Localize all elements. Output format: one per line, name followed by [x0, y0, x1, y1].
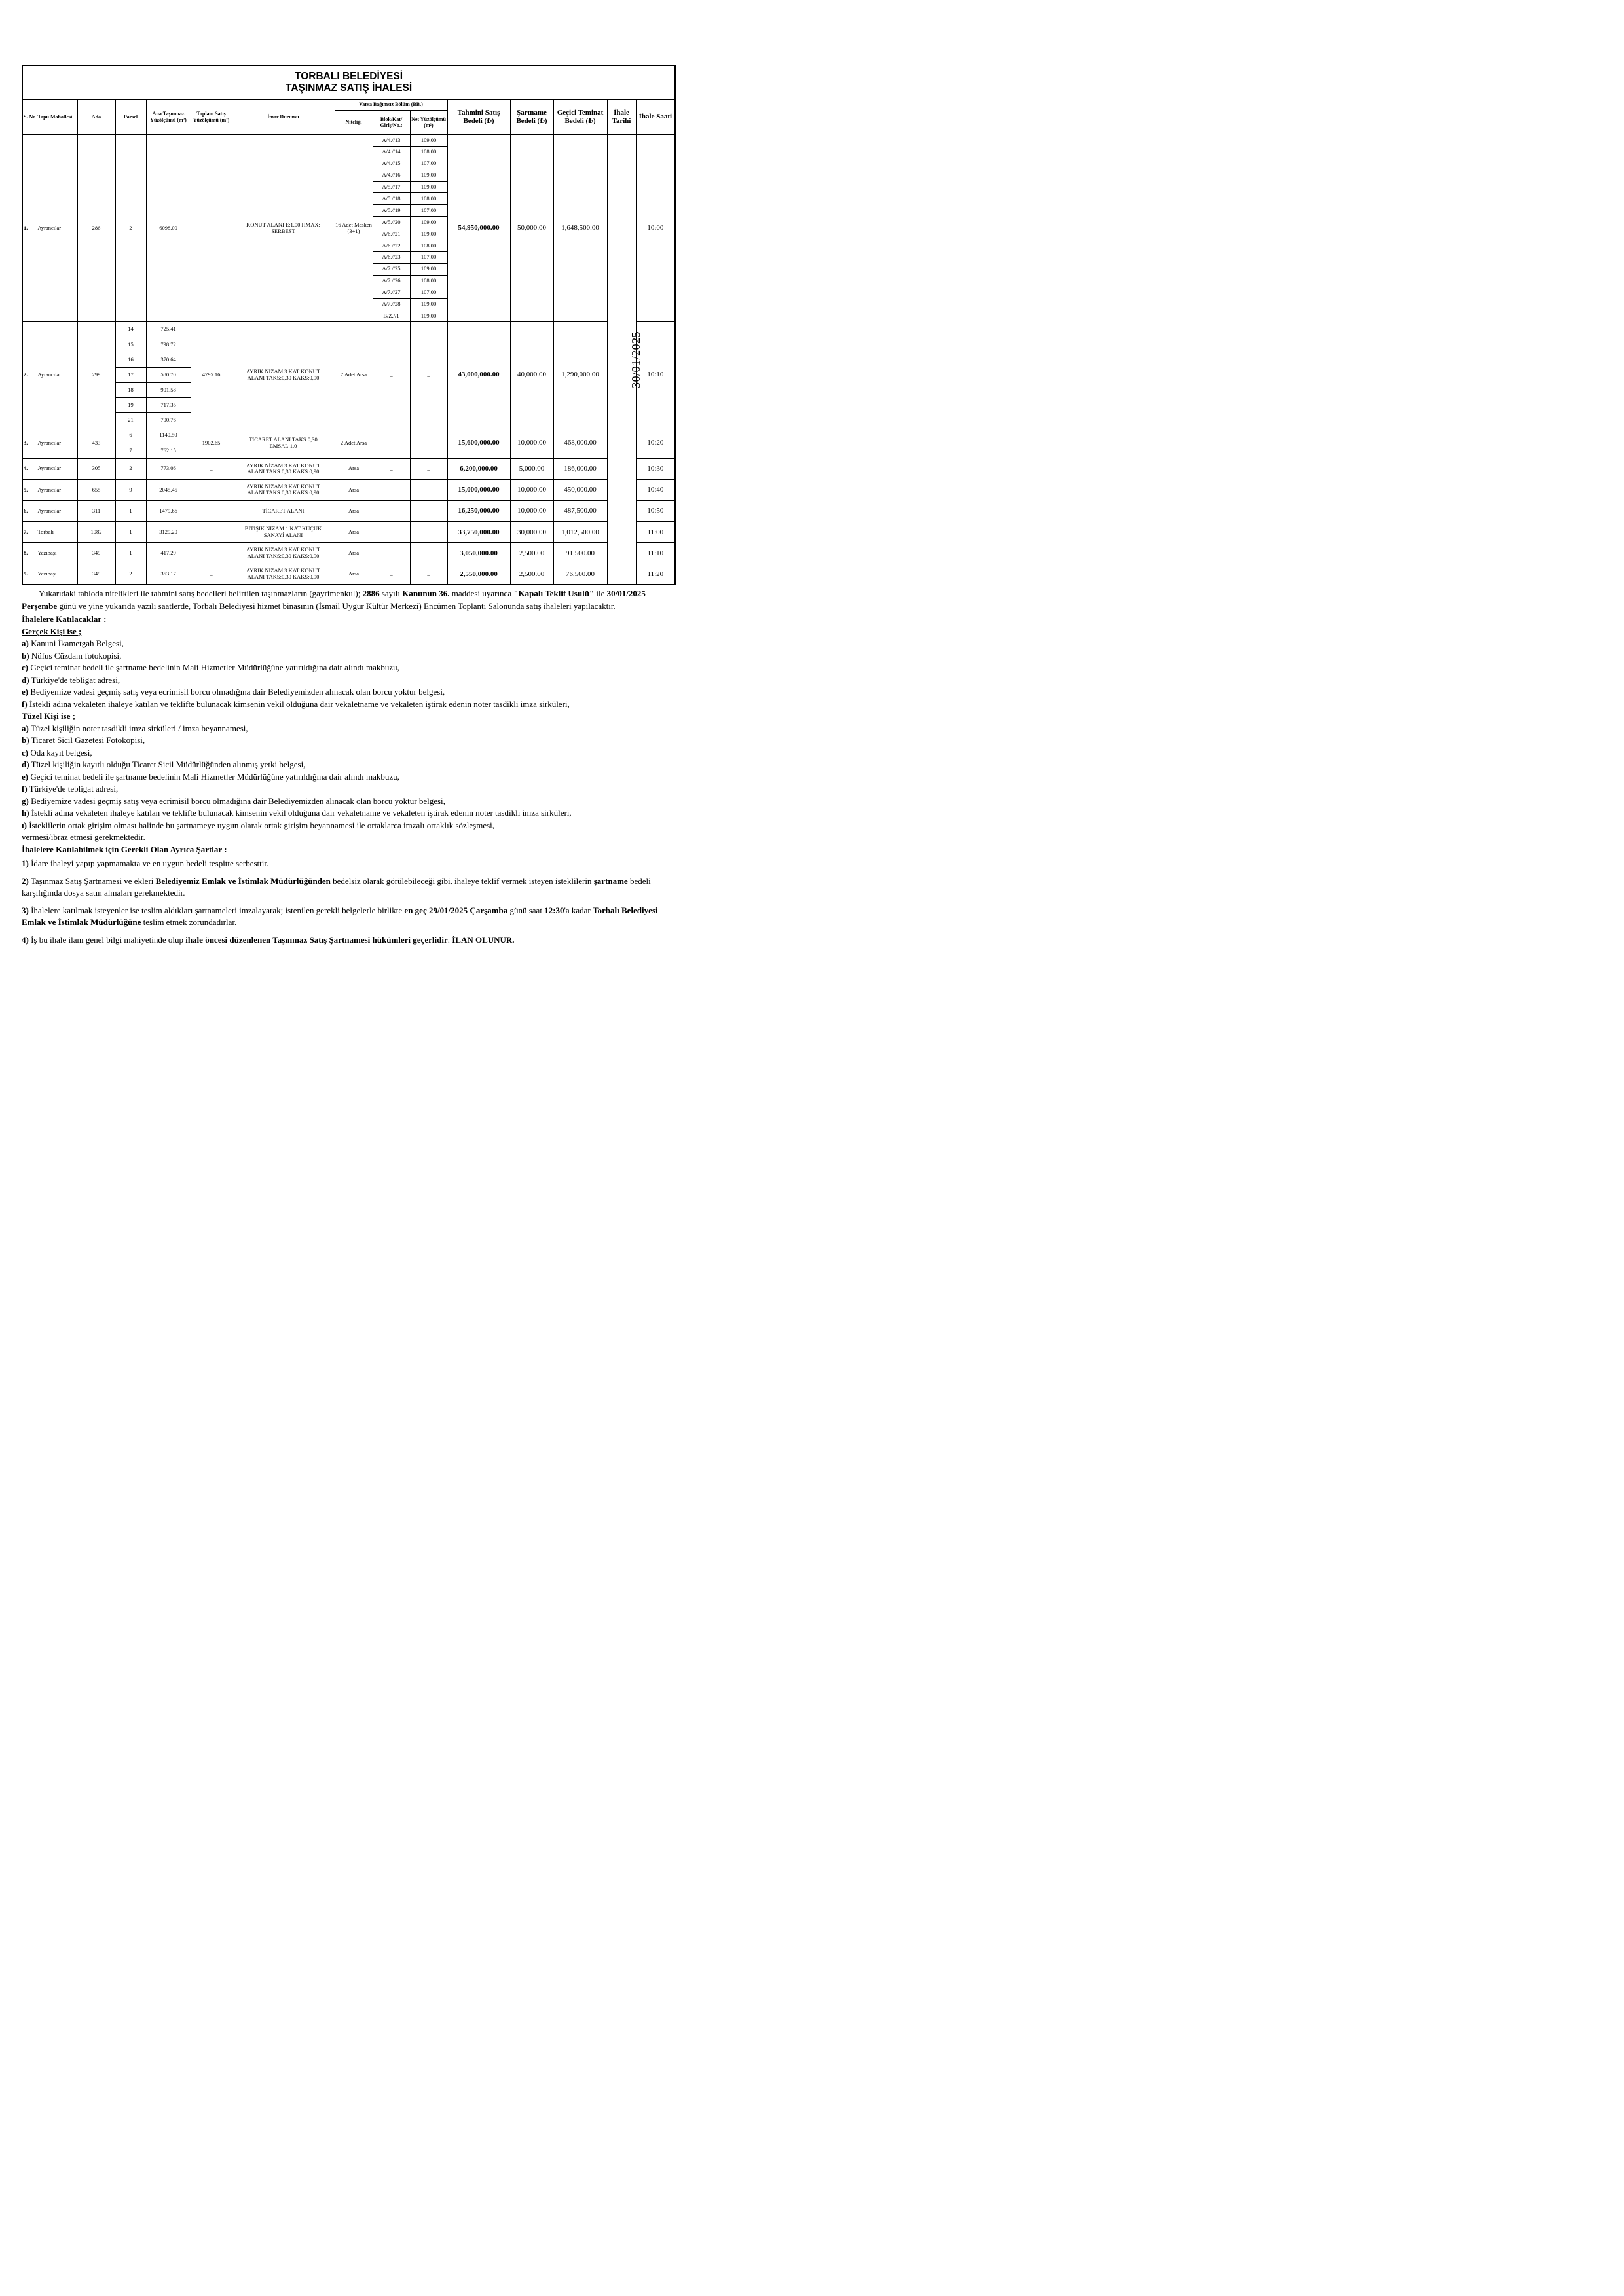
cell-ada: 305: [77, 458, 115, 479]
cell-sartname: 2,500.00: [510, 564, 553, 585]
cell-parsel: 1: [115, 543, 146, 564]
cell-teminat: 468,000.00: [553, 428, 607, 458]
katilacaklar-heading: İhalelere Katılacaklar :: [22, 614, 107, 624]
cell-ana-yuzolcumu: 6098.00: [146, 135, 191, 322]
requirement-key: a): [22, 723, 29, 733]
requirement-text: Tüzel kişiliğin noter tasdikli imza sirküleri / imza beyannamesi,: [28, 723, 248, 733]
cell-sno: 4.: [22, 458, 37, 479]
cell-net: 109.00: [410, 299, 447, 310]
requirement-item: [22, 674, 676, 687]
cell-net: _: [410, 501, 447, 522]
cell-net: 107.00: [410, 158, 447, 170]
cell-imar: KONUT ALANI E:1.00 HMAX: SERBEST: [232, 135, 335, 322]
cell-ana-yuzolcumu: 762.15: [146, 443, 191, 458]
sart-bold: 12:30: [544, 905, 564, 915]
requirement-key: c): [22, 663, 29, 672]
cell-tahmini: 16,250,000.00: [447, 501, 510, 522]
cell-teminat: 91,500.00: [553, 543, 607, 564]
cell-ana-yuzolcumu: 1140.50: [146, 428, 191, 443]
header-toplam-satis: Toplam Satış Yüzölçümü (m²): [191, 100, 232, 135]
requirement-text: Ticaret Sicil Gazetesi Fotokopisi,: [29, 735, 145, 745]
sart-text: günü saat: [507, 905, 545, 915]
ihale-tarihi-vertical: 30/01/2025: [629, 331, 642, 388]
cell-nitelik: Arsa: [335, 458, 373, 479]
cell-mahalle: Torbalı: [37, 522, 77, 543]
requirement-text: Oda kayıt belgesi,: [28, 747, 92, 757]
cell-nitelik: 7 Adet Arsa: [335, 322, 373, 428]
cell-toplam: 1902.65: [191, 428, 232, 458]
cell-net: 109.00: [410, 228, 447, 240]
cell-ada: 349: [77, 564, 115, 585]
cell-parsel: 2: [115, 458, 146, 479]
requirement-item: [22, 735, 676, 747]
requirement-key: a): [22, 638, 29, 648]
cell-ana-yuzolcumu: 773.06: [146, 458, 191, 479]
cell-net: _: [410, 564, 447, 585]
cell-net: _: [410, 543, 447, 564]
cell-ana-yuzolcumu: 1479.66: [146, 501, 191, 522]
cell-ada: 311: [77, 501, 115, 522]
sart-1: [22, 858, 676, 870]
cell-toplam: _: [191, 479, 232, 500]
intro-date: 30/01/2025 Perşembe: [22, 589, 646, 611]
cell-blok: A/6.//22: [373, 240, 410, 252]
table-row: [22, 564, 675, 585]
cell-net: _: [410, 428, 447, 458]
title-line-1: TORBALI BELEDİYESİ: [295, 71, 403, 82]
cell-blok: A/7.//28: [373, 299, 410, 310]
cell-imar: TİCARET ALANI TAKS:0,30 EMSAL:1,0: [232, 428, 335, 458]
cell-sno: 5.: [22, 479, 37, 500]
cell-nitelik: Arsa: [335, 564, 373, 585]
cell-sartname: 50,000.00: [510, 135, 553, 322]
cell-saat: 10:40: [636, 479, 675, 500]
cell-blok: _: [373, 522, 410, 543]
intro-method: "Kapalı Teklif Usulü": [513, 589, 595, 598]
header-bagimsiz-bolum: Varsa Bağımsız Bölüm (BB.): [335, 100, 447, 111]
auction-table: [22, 65, 676, 585]
requirement-item: [22, 650, 676, 663]
cell-saat: 11:10: [636, 543, 675, 564]
cell-nitelik: Arsa: [335, 479, 373, 500]
header-niteligi: Niteliği: [335, 111, 373, 135]
cell-ana-yuzolcumu: 717.35: [146, 397, 191, 412]
tuzel-tail: vermesi/ibraz etmesi gerekmektedir.: [22, 832, 145, 842]
cell-ana-yuzolcumu: 700.76: [146, 412, 191, 428]
header-imar-durumu: İmar Durumu: [232, 100, 335, 135]
cell-saat: 10:10: [636, 322, 675, 428]
table-row: [22, 458, 675, 479]
cell-blok: A/5.//18: [373, 193, 410, 205]
gercek-kisi-heading: Gerçek Kişi ise ;: [22, 626, 82, 636]
requirement-text: Geçici teminat bedeli ile şartname bedelinin Mali Hizmetler Müdürlüğüne yatırıldığına dair alındı makbuzu,: [28, 771, 399, 782]
requirement-key: b): [22, 650, 29, 661]
intro-law-article: Kanunun 36.: [402, 589, 450, 598]
sart-bold: ihale öncesi düzenlenen Taşınmaz Satış Şartnamesi hükümleri geçerlidir: [185, 934, 448, 945]
cell-toplam: 4795.16: [191, 322, 232, 428]
cell-sno: 7.: [22, 522, 37, 543]
cell-toplam: _: [191, 135, 232, 322]
sartlar-heading: İhalelere Katılabilmek için Gerekli Olan Ayrıca Şartlar :: [22, 844, 227, 854]
requirement-item: [22, 807, 676, 820]
cell-saat: 11:20: [636, 564, 675, 585]
cell-blok: B/Z.//1: [373, 310, 410, 322]
cell-blok: _: [373, 458, 410, 479]
cell-blok: _: [373, 428, 410, 458]
cell-ada: 349: [77, 543, 115, 564]
table-row: [22, 501, 675, 522]
cell-net: 109.00: [410, 217, 447, 228]
cell-saat: 10:30: [636, 458, 675, 479]
cell-tahmini: 2,550,000.00: [447, 564, 510, 585]
table-row: [22, 479, 675, 500]
header-blok: Blok/Kat/ Giriş/No.:: [373, 111, 410, 135]
cell-net: 107.00: [410, 287, 447, 299]
cell-nitelik: 16 Adet Mesken (3+1): [335, 135, 373, 322]
cell-sartname: 40,000.00: [510, 322, 553, 428]
cell-sartname: 5,000.00: [510, 458, 553, 479]
requirement-text: Kanuni İkametgah Belgesi,: [28, 638, 124, 648]
cell-sartname: 10,000.00: [510, 501, 553, 522]
cell-sno: 2.: [22, 322, 37, 428]
requirement-text: Tüzel kişiliğin kayıtlı olduğu Ticaret Sicil Müdürlüğünden alınmış yetki belgesi,: [29, 759, 306, 769]
sart-key: 3): [22, 905, 29, 915]
cell-toplam: _: [191, 501, 232, 522]
sart-4: [22, 934, 676, 947]
sart-text: İhalelere katılmak isteyenler ise teslim aldıkları şartnameleri imzalayarak; istenilen gerekli belgelerle birlikte: [28, 905, 405, 915]
cell-imar: AYRIK NİZAM 3 KAT KONUT ALANI TAKS:0,30 KAKS:0,90: [232, 458, 335, 479]
cell-blok: A/4.//16: [373, 170, 410, 181]
cell-blok: A/7.//25: [373, 263, 410, 275]
requirement-key: h): [22, 808, 29, 818]
intro-text: ile: [594, 589, 607, 598]
cell-sno: 1.: [22, 135, 37, 322]
cell-ana-yuzolcumu: 725.41: [146, 322, 191, 337]
cell-parsel: 15: [115, 337, 146, 352]
table-row: [22, 522, 675, 543]
requirement-key: b): [22, 735, 29, 745]
cell-imar: BİTİŞİK NİZAM 1 KAT KÜÇÜK SANAYİ ALANI: [232, 522, 335, 543]
cell-net: 108.00: [410, 146, 447, 158]
table-title: [22, 65, 675, 100]
sart-text: teslim etmek zorundadırlar.: [141, 917, 237, 927]
cell-nitelik: 2 Adet Arsa: [335, 428, 373, 458]
cell-blok: _: [373, 564, 410, 585]
cell-tahmini: 33,750,000.00: [447, 522, 510, 543]
requirement-item: [22, 723, 676, 735]
header-gecici-teminat: Geçici Teminat Bedeli (₺): [553, 100, 607, 135]
cell-teminat: 76,500.00: [553, 564, 607, 585]
header-tahmini-bedel: Tahmini Satış Bedeli (₺): [447, 100, 510, 135]
cell-parsel: 1: [115, 522, 146, 543]
tuzel-kisi-heading: Tüzel Kişi ise ;: [22, 711, 75, 721]
header-ihale-saati: İhale Saati: [636, 100, 675, 135]
cell-mahalle: Ayrancılar: [37, 501, 77, 522]
requirement-text: Nüfus Cüzdanı fotokopisi,: [29, 650, 122, 661]
requirement-item: [22, 662, 676, 674]
sart-bold: Torbalı Belediyesi Emlak ve İstimlak Müdürlüğüne: [22, 905, 658, 927]
cell-net: 109.00: [410, 135, 447, 147]
cell-sartname: 10,000.00: [510, 479, 553, 500]
sart-bold: şartname: [593, 875, 628, 886]
cell-blok: A/6.//21: [373, 228, 410, 240]
cell-imar: AYRIK NİZAM 3 KAT KONUT ALANI TAKS:0,30 KAKS:0,90: [232, 564, 335, 585]
cell-mahalle: Ayrancılar: [37, 322, 77, 428]
cell-ana-yuzolcumu: 798.72: [146, 337, 191, 352]
cell-net: 109.00: [410, 181, 447, 193]
cell-parsel: 1: [115, 501, 146, 522]
cell-blok: _: [373, 501, 410, 522]
cell-parsel: 19: [115, 397, 146, 412]
cell-tahmini: 15,600,000.00: [447, 428, 510, 458]
cell-tahmini: 15,000,000.00: [447, 479, 510, 500]
cell-ada: 286: [77, 135, 115, 322]
cell-mahalle: Yazıbaşı: [37, 564, 77, 585]
header-parsel: Parsel: [115, 100, 146, 135]
cell-blok: A/5.//19: [373, 205, 410, 217]
requirement-key: f): [22, 784, 28, 793]
intro-text: maddesi uyarınca: [449, 589, 514, 598]
cell-net: 108.00: [410, 275, 447, 287]
cell-saat: 10:20: [636, 428, 675, 458]
tuzel-kisi-list: [22, 723, 676, 832]
requirement-key: g): [22, 795, 29, 806]
requirement-text: Bediyemize vadesi geçmiş satış veya ecrimisil borcu olmadığına dair Belediyemizden alınacak olan borcu yoktur belgesi,: [28, 687, 445, 697]
requirement-key: e): [22, 771, 29, 782]
cell-net: 109.00: [410, 170, 447, 181]
cell-nitelik: Arsa: [335, 543, 373, 564]
requirement-text: Türkiye'de tebligat adresi,: [27, 784, 119, 793]
cell-teminat: 450,000.00: [553, 479, 607, 500]
intro-law-number: 2886: [362, 589, 380, 598]
sart-text: .: [447, 934, 452, 945]
title-line-2: TAŞINMAZ SATIŞ İHALESİ: [286, 82, 413, 94]
cell-ada: 655: [77, 479, 115, 500]
cell-toplam: _: [191, 522, 232, 543]
cell-parsel: 18: [115, 382, 146, 397]
cell-tahmini: 54,950,000.00: [447, 135, 510, 322]
cell-toplam: _: [191, 458, 232, 479]
requirement-item: [22, 820, 676, 832]
cell-blok: A/5.//20: [373, 217, 410, 228]
cell-imar: AYRIK NİZAM 3 KAT KONUT ALANI TAKS:0,30 KAKS:0,90: [232, 322, 335, 428]
cell-ana-yuzolcumu: 370.64: [146, 352, 191, 367]
sart-key: 2): [22, 875, 29, 886]
cell-blok: A/7.//26: [373, 275, 410, 287]
cell-net: _: [410, 522, 447, 543]
cell-parsel: 14: [115, 322, 146, 337]
cell-ada: 299: [77, 322, 115, 428]
table-row: [22, 322, 675, 337]
cell-ana-yuzolcumu: 353.17: [146, 564, 191, 585]
requirement-item: [22, 783, 676, 795]
cell-parsel: 9: [115, 479, 146, 500]
requirement-key: d): [22, 674, 29, 685]
requirement-item: [22, 759, 676, 771]
intro-text: günü ve yine yukarıda yazılı saatlerde, Torbalı Belediyesi hizmet binasının (İsmail Uygur Kültür Merkezi) Encümen Toplantı Salonunda satış ihaleleri yapılacaktır.: [57, 600, 616, 611]
table-row: [22, 543, 675, 564]
cell-net: _: [410, 322, 447, 428]
table-row: [22, 428, 675, 443]
cell-teminat: 1,648,500.00: [553, 135, 607, 322]
cell-blok: A/4.//15: [373, 158, 410, 170]
cell-parsel: 17: [115, 367, 146, 382]
cell-ana-yuzolcumu: 417.29: [146, 543, 191, 564]
cell-mahalle: Yazıbaşı: [37, 543, 77, 564]
sart-3: [22, 905, 676, 929]
cell-parsel: 2: [115, 564, 146, 585]
header-ana-yuzolcumu: Ana Taşınmaz Yüzölçümü (m²): [146, 100, 191, 135]
requirement-key: e): [22, 687, 29, 697]
cell-toplam: _: [191, 564, 232, 585]
cell-parsel: 16: [115, 352, 146, 367]
cell-sno: 9.: [22, 564, 37, 585]
cell-net: _: [410, 479, 447, 500]
cell-sartname: 2,500.00: [510, 543, 553, 564]
cell-sno: 3.: [22, 428, 37, 458]
requirement-key: ı): [22, 820, 27, 830]
cell-blok: A/4.//13: [373, 135, 410, 147]
auction-table-wrapper: [22, 65, 674, 585]
cell-tahmini: 6,200,000.00: [447, 458, 510, 479]
intro-paragraph: [22, 588, 676, 612]
cell-nitelik: Arsa: [335, 522, 373, 543]
cell-mahalle: Ayrancılar: [37, 135, 77, 322]
requirement-text: İstekli adına vekaleten ihaleye katılan ve teklifte bulunacak kimsenin vekil olduğuna dair vekaletname ve vekaleten iştirak edenin noter tasdikli imza sirküleri,: [29, 808, 572, 818]
intro-text: sayılı: [379, 589, 403, 598]
cell-sartname: 10,000.00: [510, 428, 553, 458]
cell-blok: A/6.//23: [373, 251, 410, 263]
cell-ana-yuzolcumu: 3129.20: [146, 522, 191, 543]
cell-ada: 1082: [77, 522, 115, 543]
cell-parsel: 7: [115, 443, 146, 458]
cell-teminat: 1,012,500.00: [553, 522, 607, 543]
requirement-key: c): [22, 747, 29, 757]
sart-key: 4): [22, 934, 29, 945]
requirement-text: Geçici teminat bedeli ile şartname bedelinin Mali Hizmetler Müdürlüğüne yatırıldığına dair alındı makbuzu,: [28, 663, 399, 672]
sart-key: 1): [22, 858, 29, 868]
cell-sartname: 30,000.00: [510, 522, 553, 543]
cell-blok: _: [373, 322, 410, 428]
cell-ana-yuzolcumu: 901.58: [146, 382, 191, 397]
sart-text: Taşınmaz Satış Şartnamesi ve ekleri: [28, 875, 156, 886]
requirement-item: [22, 699, 676, 711]
cell-saat: 10:00: [636, 135, 675, 322]
sart-text: İdare ihaleyi yapıp yapmamakta ve en uygun bedeli tespitte serbesttir.: [28, 858, 269, 868]
cell-net: 107.00: [410, 205, 447, 217]
cell-net: 108.00: [410, 193, 447, 205]
sart-text: İş bu ihale ilanı genel bilgi mahiyetinde olup: [28, 934, 186, 945]
cell-ana-yuzolcumu: 580.70: [146, 367, 191, 382]
cell-blok: A/7.//27: [373, 287, 410, 299]
cell-blok: A/4.//14: [373, 146, 410, 158]
sart-text: 'a kadar: [564, 905, 593, 915]
cell-mahalle: Ayrancılar: [37, 458, 77, 479]
cell-teminat: 1,290,000.00: [553, 322, 607, 428]
sart-bold: Belediyemiz Emlak ve İstimlak Müdürlüğünden: [155, 875, 331, 886]
cell-nitelik: Arsa: [335, 501, 373, 522]
requirement-key: d): [22, 759, 29, 769]
cell-teminat: 186,000.00: [553, 458, 607, 479]
header-tapu-mahallesi: Tapu Mahallesi: [37, 100, 77, 135]
requirement-key: f): [22, 699, 28, 709]
cell-parsel: 21: [115, 412, 146, 428]
cell-ihale-tarihi: [607, 135, 642, 585]
cell-blok: _: [373, 479, 410, 500]
sart-text: bedeli karşılığında dosya satın almaları gerekmektedir.: [22, 875, 651, 898]
requirement-item: [22, 638, 676, 650]
cell-net: 109.00: [410, 263, 447, 275]
cell-saat: 10:50: [636, 501, 675, 522]
cell-parsel: 2: [115, 135, 146, 322]
cell-sno: 6.: [22, 501, 37, 522]
header-ihale-tarihi: İhale Tarihi: [607, 100, 636, 135]
requirement-item: [22, 686, 676, 699]
header-net-yuzolcumu: Net Yüzölçümü (m²): [410, 111, 447, 135]
intro-text: Yukarıdaki tabloda nitelikleri ile tahmini satış bedelleri belirtilen taşınmazların (gayrimenkul);: [39, 589, 363, 598]
requirement-text: Türkiye'de tebligat adresi,: [29, 674, 120, 685]
announcement-text: [22, 588, 676, 946]
sart-2: [22, 875, 676, 900]
cell-net: 109.00: [410, 310, 447, 322]
cell-net: 108.00: [410, 240, 447, 252]
table-row: [22, 135, 675, 147]
requirement-text: Bediyemize vadesi geçmiş satış veya ecrimisil borcu olmadığına dair Belediyemizden alınacak olan borcu yoktur belgesi,: [28, 795, 445, 806]
cell-ada: 433: [77, 428, 115, 458]
cell-saat: 11:00: [636, 522, 675, 543]
header-sno: S. No: [22, 100, 37, 135]
cell-mahalle: Ayrancılar: [37, 428, 77, 458]
cell-imar: AYRIK NİZAM 3 KAT KONUT ALANI TAKS:0,30 KAKS:0,90: [232, 543, 335, 564]
cell-sno: 8.: [22, 543, 37, 564]
cell-imar: AYRIK NİZAM 3 KAT KONUT ALANI TAKS:0,30 KAKS:0,90: [232, 479, 335, 500]
header-sartname-bedeli: Şartname Bedeli (₺): [510, 100, 553, 135]
cell-imar: TİCARET ALANI: [232, 501, 335, 522]
cell-parsel: 6: [115, 428, 146, 443]
cell-tahmini: 43,000,000.00: [447, 322, 510, 428]
requirement-item: [22, 771, 676, 784]
requirement-item: [22, 795, 676, 808]
cell-net: _: [410, 458, 447, 479]
cell-mahalle: Ayrancılar: [37, 479, 77, 500]
requirement-text: İsteklilerin ortak girişim olması halinde bu şartnameye uygun olarak ortak girişim beyannamesi ile ortaklarca imzalı ortaklık sözleşmesi,: [26, 820, 495, 830]
ilan-olunur: İLAN OLUNUR.: [452, 934, 515, 945]
cell-blok: A/5.//17: [373, 181, 410, 193]
requirement-item: [22, 747, 676, 759]
sart-text: bedelsiz olarak görülebileceği gibi, ihaleye teklif vermek isteyen isteklilerin: [330, 875, 594, 886]
cell-net: 107.00: [410, 251, 447, 263]
cell-tahmini: 3,050,000.00: [447, 543, 510, 564]
header-ada: Ada: [77, 100, 115, 135]
cell-blok: _: [373, 543, 410, 564]
sart-bold: en geç 29/01/2025 Çarşamba: [404, 905, 508, 915]
requirement-text: İstekli adına vekaleten ihaleye katılan ve teklifte bulunacak kimsenin vekil olduğuna dair vekaletname ve vekaleten iştirak edenin noter tasdikli imza sirküleri,: [27, 699, 570, 709]
cell-ana-yuzolcumu: 2045.45: [146, 479, 191, 500]
cell-teminat: 487,500.00: [553, 501, 607, 522]
cell-toplam: _: [191, 543, 232, 564]
gercek-kisi-list: [22, 638, 676, 710]
